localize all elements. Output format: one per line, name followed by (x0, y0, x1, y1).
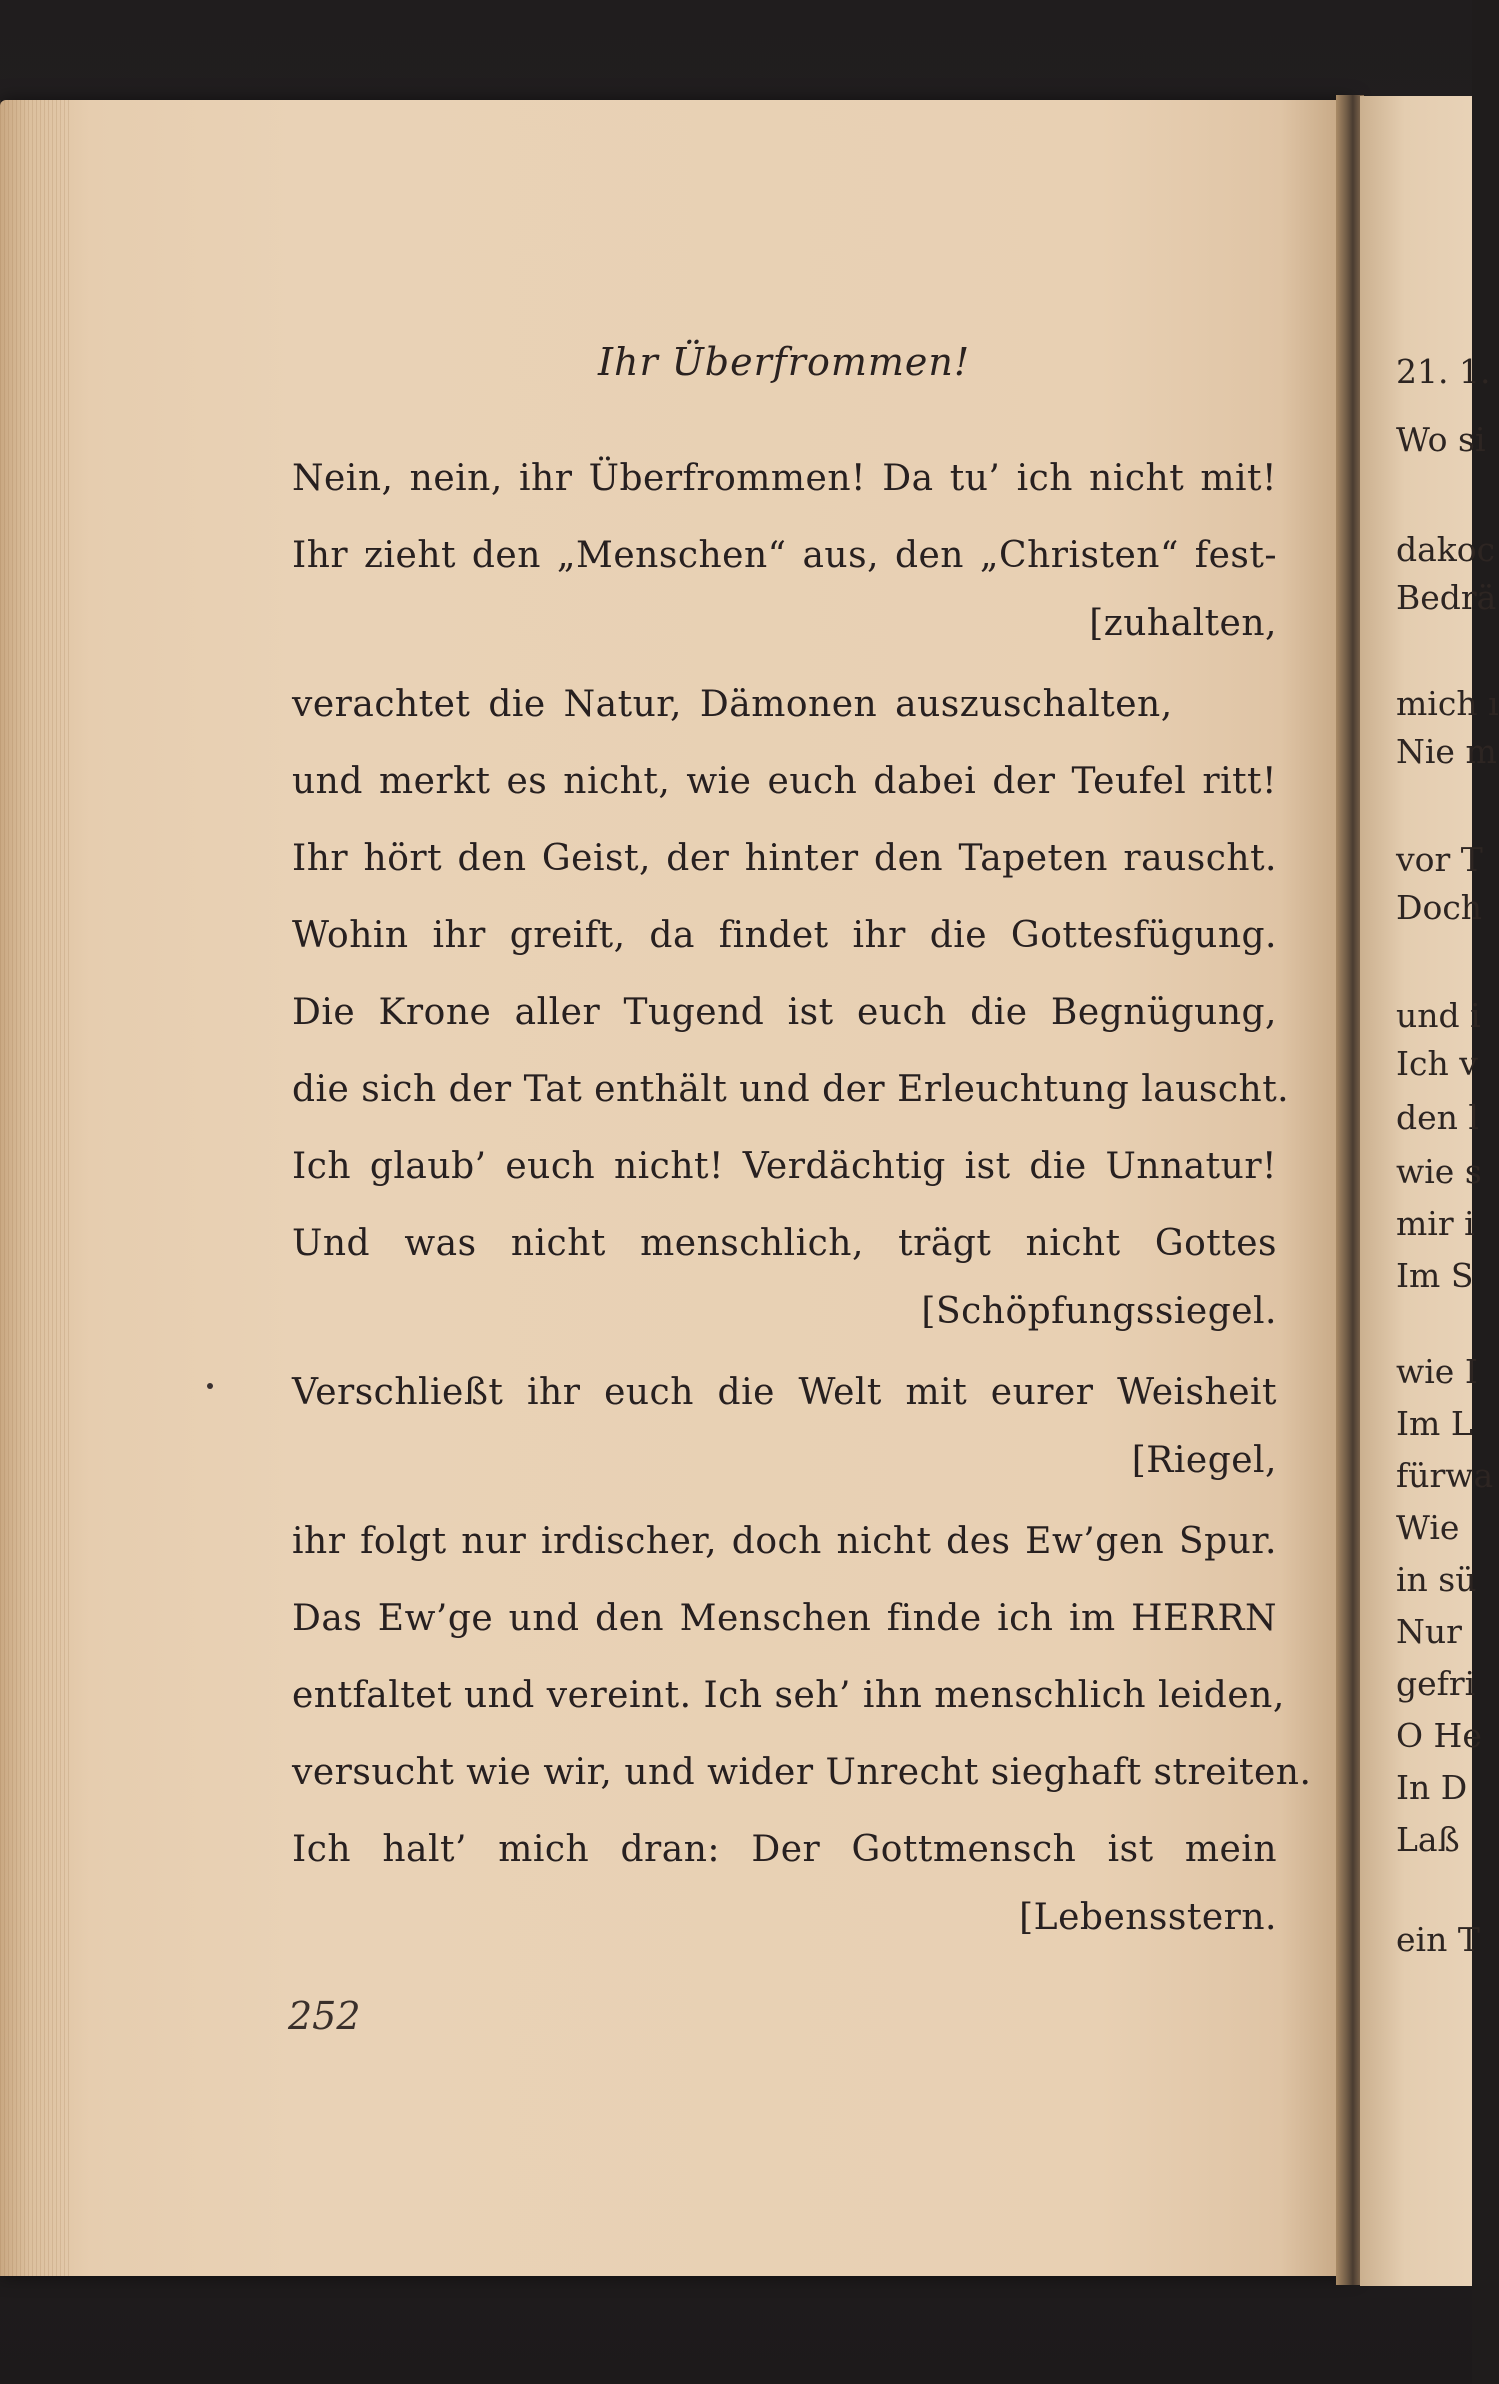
right-page-fragment: Doch (1396, 888, 1483, 927)
poem-line-continuation: [Lebensstern. (1019, 1897, 1277, 1938)
poem-line (292, 517, 1277, 594)
poem-line (292, 897, 1277, 974)
poem-line (292, 1503, 1277, 1580)
right-page-fragment: fürwa (1396, 1456, 1494, 1495)
right-page-fragment: wie I (1396, 1352, 1478, 1391)
poem-line-text: Nein, nein, ihr Überfrommen! Da tu’ ich nicht mit! (292, 458, 1277, 499)
poem-line (292, 1580, 1277, 1657)
poem-line-text: Das Ew’ge und den Menschen finde ich im HERRN (292, 1598, 1277, 1639)
poem-line-continuation: [zuhalten, (1089, 603, 1277, 644)
poem-line-text: Verschließt ihr euch die Welt mit eurer Weisheit (292, 1372, 1277, 1413)
right-page-fragment: Nur (1396, 1612, 1462, 1651)
poem-line-text: entfaltet und vereint. Ich seh’ ihn menschlich leiden, (292, 1675, 1285, 1716)
poem-line-text: Und was nicht menschlich, trägt nicht Gottes (292, 1223, 1277, 1264)
right-page-fragment: wie s (1396, 1152, 1482, 1191)
right-page-fragment: den l (1396, 1098, 1479, 1137)
right-page-fragment: vor T (1396, 840, 1483, 879)
right-page-fragment: Laß (1396, 1820, 1460, 1859)
poem-line (292, 1128, 1277, 1205)
poem-line-text: versucht wie wir, und wider Unrecht sieghaft streiten. (292, 1752, 1312, 1793)
right-page-fragment: Wie (1396, 1508, 1460, 1547)
poem-line (292, 743, 1277, 820)
poem-line-continuation: [Riegel, (1131, 1440, 1277, 1481)
right-page-fragment: ein T (1396, 1920, 1480, 1959)
right-page-fragment: O He (1396, 1716, 1482, 1755)
poem-body (292, 440, 1312, 1954)
page-number: 252 (288, 1994, 361, 2038)
poem-line (292, 1354, 1277, 1431)
right-page-fragment: Nie m (1396, 732, 1497, 771)
right-page-fragment: Im L (1396, 1404, 1473, 1443)
poem-line-continuation: [Schöpfungssiegel. (921, 1291, 1277, 1332)
poem-line (292, 1657, 1285, 1734)
poem-line (292, 440, 1277, 517)
paper-speck (207, 1383, 213, 1389)
poem-line (292, 1734, 1312, 1811)
poem-line-text: und merkt es nicht, wie euch dabei der Teufel ritt! (292, 761, 1277, 802)
poem-line-text: Die Krone aller Tugend ist euch die Begnügung, (292, 992, 1277, 1033)
poem-line-text: Ihr hört den Geist, der hinter den Tapeten rauscht. (292, 838, 1277, 879)
poem-line (292, 1051, 1290, 1128)
right-page-fragment: Im S (1396, 1256, 1474, 1295)
poem-title: Ihr Überfrommen! (598, 340, 971, 384)
right-page-fragment: Bedrä (1396, 578, 1497, 617)
right-page-fragment: 21. 1. (1396, 352, 1491, 391)
right-page-fragment: Ich v (1396, 1044, 1478, 1083)
right-page-fragment: und i (1396, 996, 1481, 1035)
right-page-fragment: In D (1396, 1768, 1468, 1807)
right-page-fragment: mir i (1396, 1204, 1475, 1243)
right-page-fragment: dakoc (1396, 530, 1496, 569)
poem-line-text: Ich halt’ mich dran: Der Gottmensch ist mein (292, 1829, 1277, 1870)
poem-line (292, 666, 1277, 743)
poem-line-text: verachtet die Natur, Dämonen auszuschalten, (292, 684, 1173, 725)
poem-line (292, 1205, 1277, 1282)
poem-line (292, 820, 1277, 897)
right-page-fragment: mich ı (1396, 684, 1499, 723)
poem-line-text: ihr folgt nur irdischer, doch nicht des Ew’gen Spur. (292, 1521, 1277, 1562)
poem-line (292, 1811, 1277, 1888)
right-page-fragment: Wo si (1396, 420, 1486, 459)
poem-line-text: die sich der Tat enthält und der Erleuchtung lauscht. (292, 1069, 1290, 1110)
poem-line (292, 974, 1277, 1051)
poem-line-text: Wohin ihr greift, da findet ihr die Gottesfügung. (292, 915, 1277, 956)
right-page-text (1396, 0, 1499, 2384)
poem-line-text: Ich glaub’ euch nicht! Verdächtig ist die Unnatur! (292, 1146, 1277, 1187)
right-page-fragment: in sü (1396, 1560, 1477, 1599)
poem-line-text: Ihr zieht den „Menschen“ aus, den „Christen“ fest- (292, 535, 1277, 576)
right-page-fragment: gefri (1396, 1664, 1476, 1703)
